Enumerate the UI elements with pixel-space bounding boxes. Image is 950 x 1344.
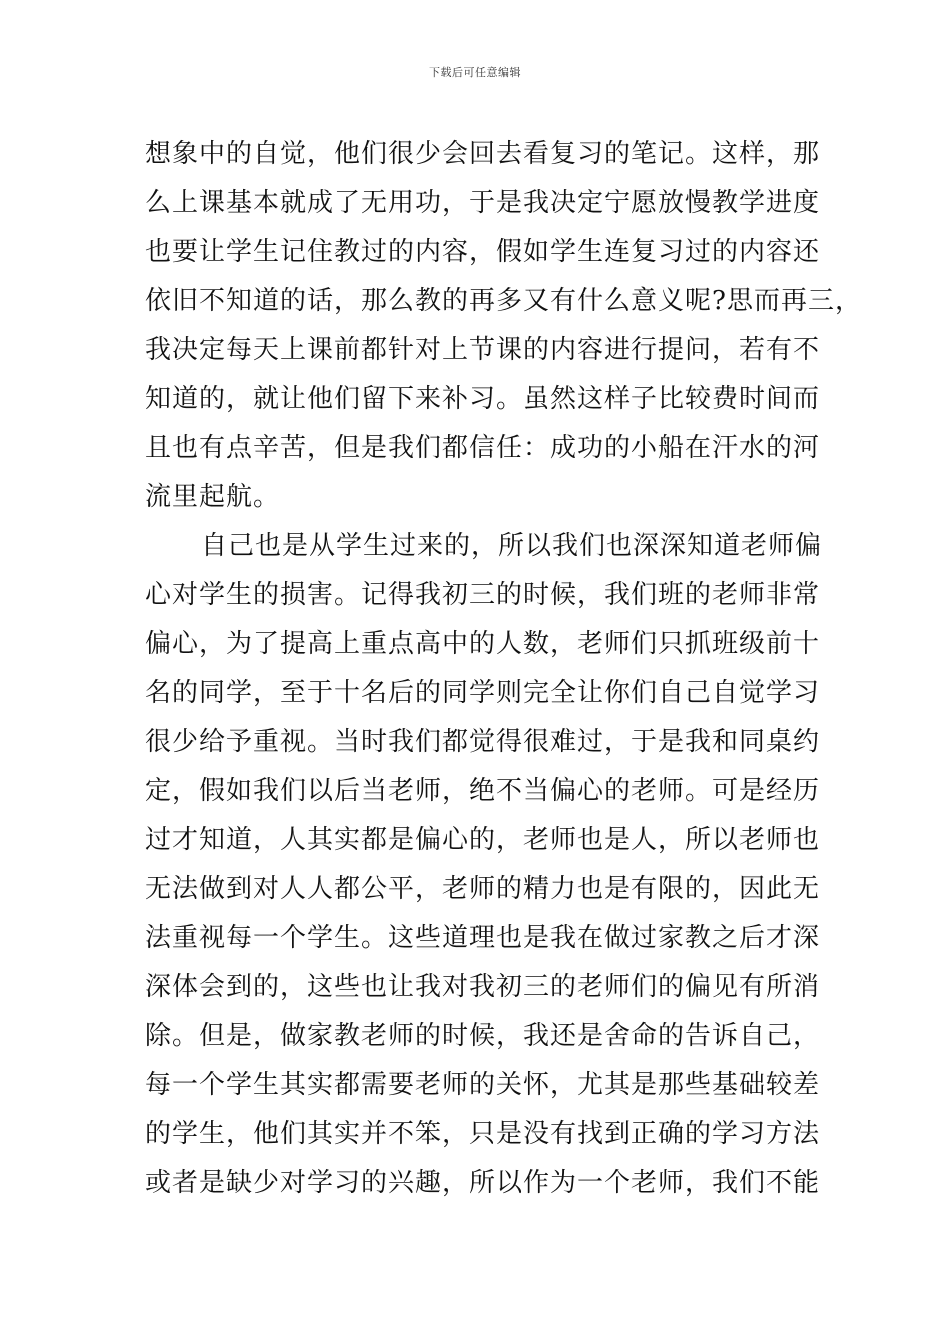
text-line: 流里起航。: [145, 482, 281, 512]
text-line-indented: 自己也是从学生过来的，所以我们也深深知道老师偏: [201, 531, 823, 561]
text-line: 想象中的自觉，他们很少会回去看复习的笔记。这样，那: [145, 139, 821, 169]
text-line: 除。但是，做家教老师的时候，我还是舍命的告诉自己，: [145, 1021, 821, 1051]
text-line: 偏心，为了提高上重点高中的人数，老师们只抓班级前十: [145, 629, 821, 659]
body-text: [145, 130, 862, 1208]
paragraph-1: [145, 130, 862, 522]
text-line: 名的同学，至于十名后的同学则完全让你们自己自觉学习: [145, 678, 821, 708]
text-line: 很少给予重视。当时我们都觉得很难过，于是我和同桌约: [145, 727, 821, 757]
text-line: 我决定每天上课前都针对上节课的内容进行提问，若有不: [145, 335, 821, 365]
text-line: 也要让学生记住教过的内容，假如学生连复习过的内容还: [145, 237, 821, 267]
text-line: 知道的，就让他们留下来补习。虽然这样子比较费时间而: [145, 384, 821, 414]
paragraph-2: [145, 522, 823, 1208]
text-line: 的学生，他们其实并不笨，只是没有找到正确的学习方法: [145, 1119, 821, 1149]
text-line: 法重视每一个学生。这些道理也是我在做过家教之后才深: [145, 923, 821, 953]
text-line: 依旧不知道的话，那么教的再多又有什么意义呢?思而再三，: [145, 286, 862, 316]
text-line: 或者是缺少对学习的兴趣，所以作为一个老师，我们不能: [145, 1168, 821, 1198]
text-line: 且也有点辛苦，但是我们都信任：成功的小船在汗水的河: [145, 433, 821, 463]
text-line: 么上课基本就成了无用功，于是我决定宁愿放慢教学进度: [145, 188, 821, 218]
text-line: 无法做到对人人都公平，老师的精力也是有限的，因此无: [145, 874, 821, 904]
text-line: 心对学生的损害。记得我初三的时候，我们班的老师非常: [145, 580, 821, 610]
page-header: 下载后可任意编辑: [429, 66, 521, 79]
text-line: 深体会到的，这些也让我对我初三的老师们的偏见有所消: [145, 972, 821, 1002]
text-line: 定，假如我们以后当老师，绝不当偏心的老师。可是经历: [145, 776, 821, 806]
text-line: 每一个学生其实都需要老师的关怀，尤其是那些基础较差: [145, 1070, 821, 1100]
text-line: 过才知道，人其实都是偏心的，老师也是人，所以老师也: [145, 825, 821, 855]
